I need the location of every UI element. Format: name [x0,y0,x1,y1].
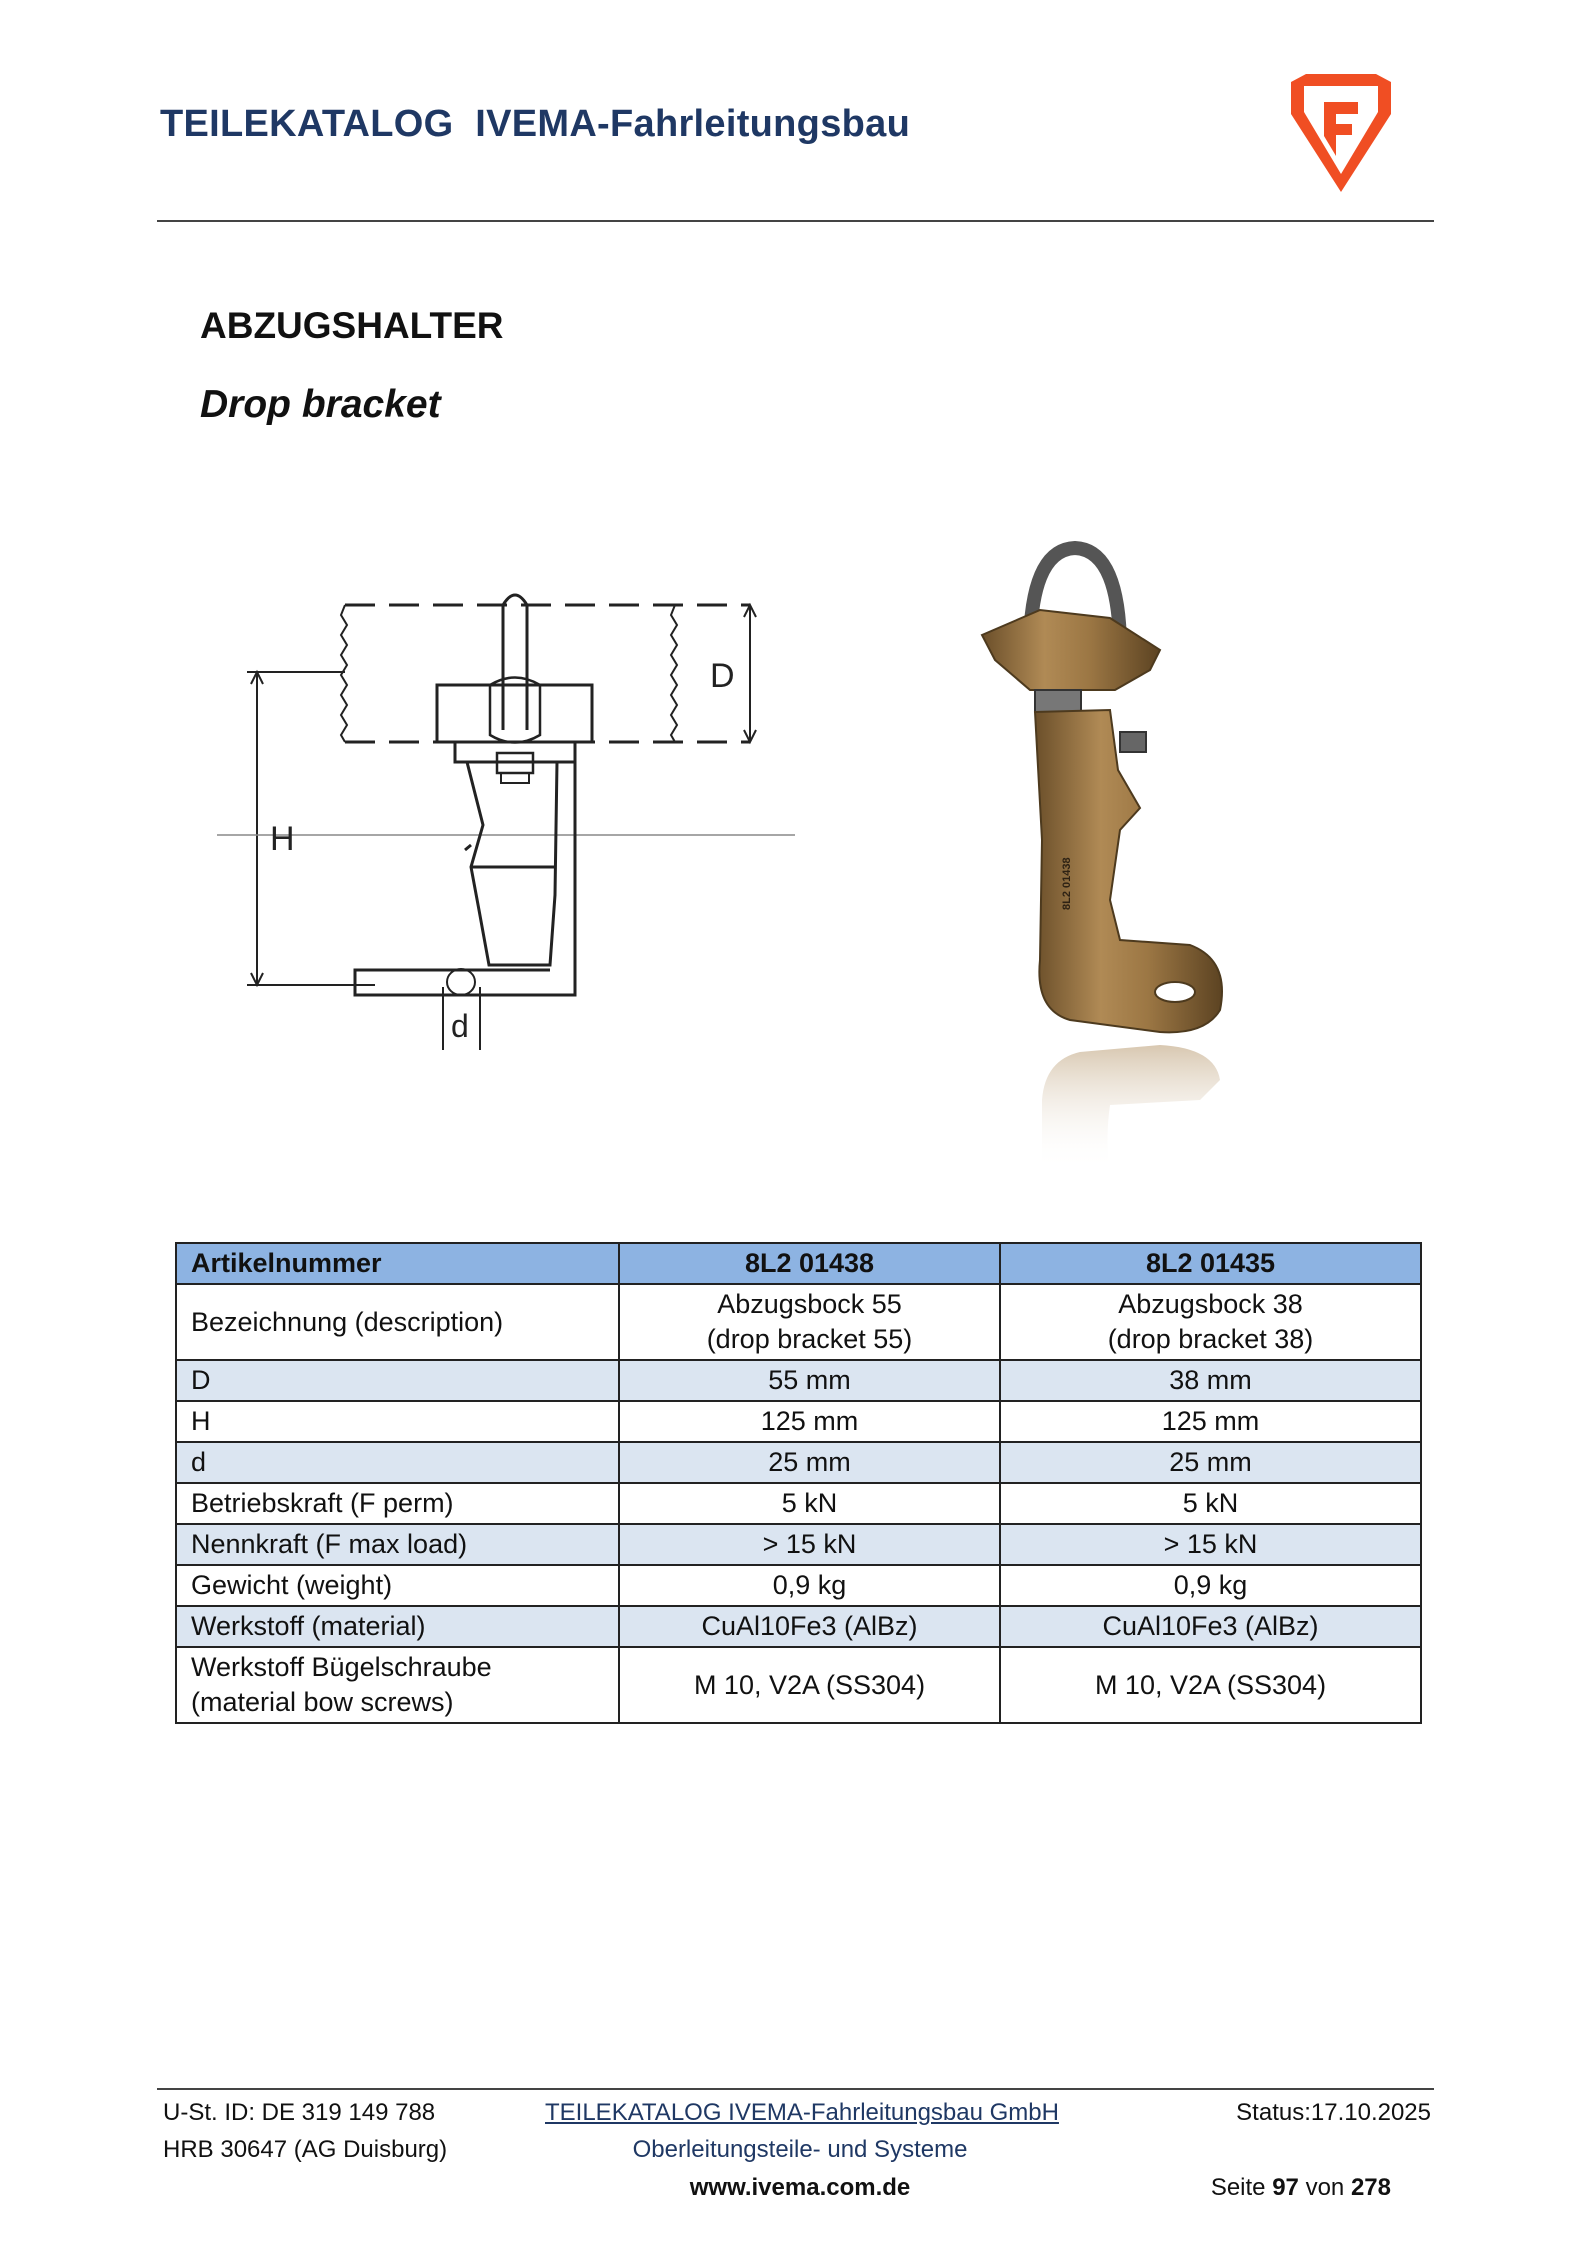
cell-line: 5 kN [781,1488,838,1518]
cell-line: Abzugsbock 55 [717,1289,902,1319]
cell-line: CuAl10Fe3 (AlBz) [1102,1611,1319,1641]
row-value-col2 [1000,1360,1421,1401]
footer-company-link[interactable]: TEILEKATALOG IVEMA-Fahrleitungsbau GmbH [545,2099,1059,2126]
photo-reflection [1042,1045,1220,1170]
table-row [176,1647,1421,1723]
cell-line: 38 mm [1169,1365,1252,1395]
cell-line: Abzugsbock 38 [1118,1289,1303,1319]
header-divider [157,220,1434,222]
row-value-col2 [1000,1284,1421,1360]
cell-line: Nennkraft (F max load) [191,1529,468,1559]
cell-line: 125 mm [1161,1406,1260,1436]
label-d: d [451,1008,469,1044]
table-row [176,1442,1421,1483]
cell-line: Bezeichnung (description) [191,1306,504,1337]
spec-table [175,1242,1422,1724]
product-title-english: Drop bracket [200,383,441,426]
cell-line: Werkstoff (material) [191,1611,426,1641]
row-label [176,1524,619,1565]
product-title-german: ABZUGSHALTER [200,305,504,346]
row-value-col2 [1000,1401,1421,1442]
row-value-col2 [1000,1647,1421,1723]
row-label [176,1647,619,1723]
label-H: H [270,820,295,858]
cell-line: CuAl10Fe3 (AlBz) [701,1611,918,1641]
row-value-col2 [1000,1442,1421,1483]
cell-line: 25 mm [1169,1447,1252,1477]
row-label [176,1483,619,1524]
cell-line: M 10, V2A (SS304) [693,1669,926,1700]
bow-screw [503,595,527,730]
row-value-col1 [619,1483,1000,1524]
row-value-col1 [619,1565,1000,1606]
catalog-title: TEILEKATALOG IVEMA-Fahrleitungsbau [160,103,911,145]
table-row [176,1606,1421,1647]
row-label [176,1606,619,1647]
table-row [176,1401,1421,1442]
product-photo [950,540,1250,1170]
row-label [176,1442,619,1483]
table-row [176,1284,1421,1360]
footer-divider [157,2088,1434,2090]
row-value-col1 [619,1606,1000,1647]
clamp-block [437,685,592,742]
header-label: Artikelnummer [176,1243,619,1284]
footer-hrb: HRB 30647 (AG Duisburg) [163,2136,448,2163]
page-current: 97 [1272,2174,1299,2201]
page-separator: von [1305,2174,1345,2201]
cell-line: d [191,1447,207,1477]
cell-line: > 15 kN [1163,1529,1258,1559]
table-row [176,1360,1421,1401]
table-row [176,1483,1421,1524]
cell-line: 0,9 kg [772,1570,847,1600]
ivema-f-logo-icon [1288,72,1394,194]
page-total: 278 [1350,2174,1391,2201]
cell-line: Betriebskraft (F perm) [191,1488,454,1518]
cell-line: > 15 kN [762,1529,857,1559]
footer-subtitle: Oberleitungsteile- und Systeme [632,2136,968,2163]
header-col2: 8L2 01435 [1000,1243,1421,1284]
label-D: D [710,657,735,695]
cell-line: 55 mm [768,1365,851,1395]
cell-line: (material bow screws) [191,1687,454,1717]
row-value-col2 [1000,1483,1421,1524]
row-value-col1 [619,1284,1000,1360]
cell-line: H [191,1406,211,1436]
page-prefix: Seite [1210,2174,1266,2201]
cell-line: Werkstoff Bügelschraube [191,1652,492,1682]
row-value-col2 [1000,1524,1421,1565]
break-line-left [341,605,347,742]
row-label [176,1401,619,1442]
row-value-col1 [619,1442,1000,1483]
footer-status: Status:17.10.2025 [1236,2099,1431,2126]
row-value-col1 [619,1647,1000,1723]
cell-line: M 10, V2A (SS304) [1094,1669,1327,1700]
technical-drawing [205,575,805,1075]
break-line-right [671,605,677,742]
row-value-col1 [619,1401,1000,1442]
row-label [176,1284,619,1360]
footer-page-number [1211,2174,1391,2202]
cell-line: (drop bracket 55) [706,1324,913,1354]
cell-line: 125 mm [760,1406,859,1436]
cell-line: Gewicht (weight) [191,1570,393,1600]
product-stamp: 8L2 01438 [1061,857,1073,910]
row-value-col1 [619,1360,1000,1401]
bracket-body [467,762,557,965]
cell-line: 5 kN [1182,1488,1239,1518]
cell-line: (drop bracket 38) [1107,1324,1314,1354]
row-value-col2 [1000,1606,1421,1647]
bracket-frame [355,762,575,995]
row-label [176,1360,619,1401]
row-value-col2 [1000,1565,1421,1606]
header-col1: 8L2 01438 [619,1243,1000,1284]
row-label [176,1565,619,1606]
cell-line: D [191,1365,211,1395]
table-row [176,1524,1421,1565]
table-row [176,1565,1421,1606]
footer-ust-id: U-St. ID: DE 319 149 788 [163,2099,436,2126]
table-header-row [176,1243,1421,1284]
cell-line: 25 mm [768,1447,851,1477]
footer-website: www.ivema.com.de [689,2174,911,2201]
cell-line: 0,9 kg [1173,1570,1248,1600]
row-value-col1 [619,1524,1000,1565]
